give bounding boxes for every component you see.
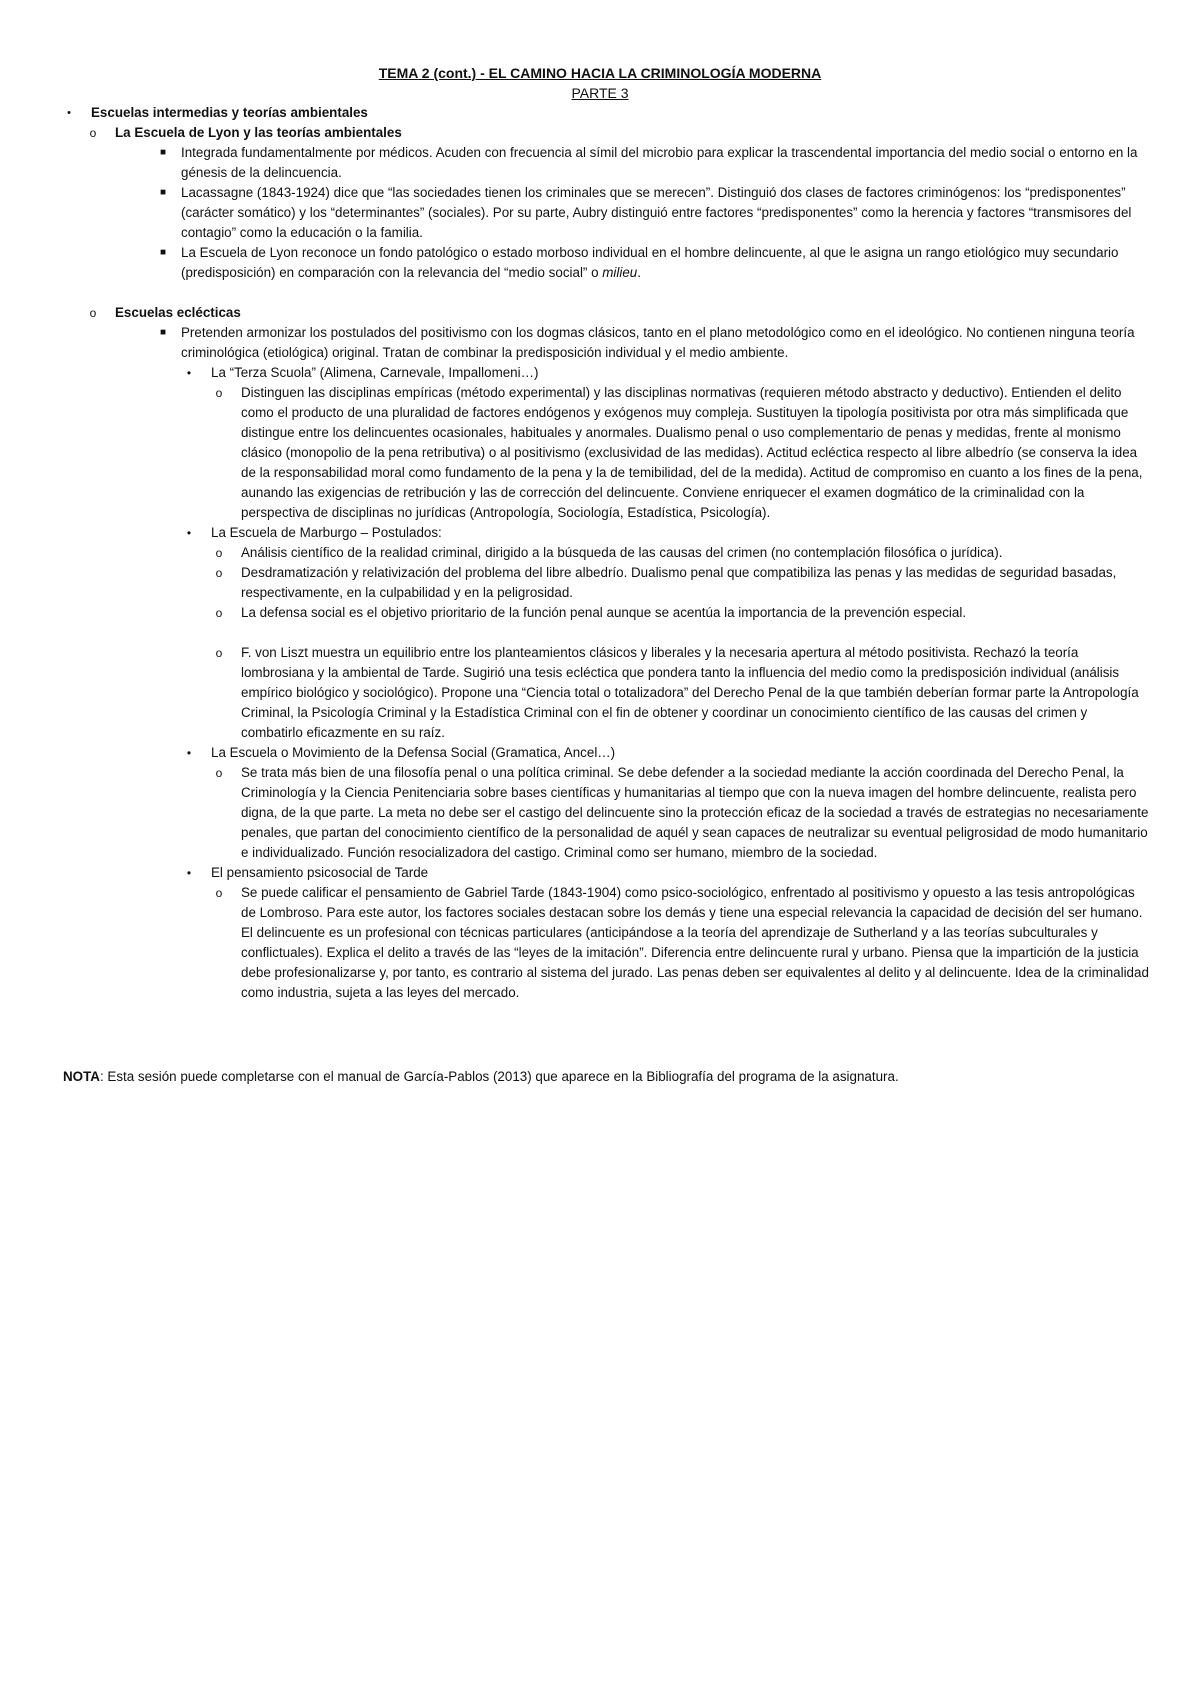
- document-body: [63, 103, 1150, 1003]
- list-item: [213, 543, 1150, 563]
- item-text: Lacassagne (1843-1924) dice que “las sociedades tienen los criminales que se merecen”. Distinguió dos clases de factores criminógenos: los “predisponentes” (carácter somático) y los “determinantes” (sociales). Por su parte, Aubry distinguió entre factores “predisponentes” como la herencia y factores “transmisores del contagio” como la educación o la familia.: [181, 185, 1132, 240]
- list-item: [213, 643, 1150, 743]
- list-item: [153, 183, 1150, 243]
- item-text: Pretenden armonizar los postulados del positivismo con los dogmas clásicos, tanto en el plano metodológico como en el ideológico. No contienen ninguna teoría criminológica (etiológica) original. Tratan de combinar la predisposición individual y el medio ambiente.: [181, 325, 1135, 360]
- list-item: [153, 323, 1150, 1003]
- bullet-square-icon: ■: [159, 327, 167, 338]
- item-text: F. von Liszt muestra un equilibrio entre los planteamientos clásicos y liberales y la necesaria apertura al método positivista. Rechazó la teoría lombrosiana y la ambiental de Tarde. Sugirió una tesis ecléctica que pondera tanto la influencia del medio como la predisposición individual (análisis empírico biológico y sociológico). Propone una “Ciencia total o totalizadora” del Derecho Penal de la que también deberían formar parte la Antropología Criminal, la Psicología Criminal y la Estadística Criminal con el fin de obtener y coordinar un conocimiento científico de las causas del crimen y combatirlo eficazmente en su raíz.: [241, 645, 1139, 740]
- bullet-dot-icon: •: [186, 866, 192, 880]
- subsection-lyon: [87, 123, 1150, 283]
- section-escuelas-intermedias: [63, 103, 1150, 1003]
- note-label: NOTA: [63, 1069, 100, 1084]
- subsection-title: Escuelas eclécticas: [115, 305, 241, 320]
- bullet-circle-icon: o: [89, 126, 97, 140]
- list-item: [213, 763, 1150, 863]
- list-item: [213, 383, 1150, 523]
- school-name: La Escuela de Marburgo – Postulados:: [211, 525, 442, 540]
- bullet-dot-icon: •: [186, 746, 192, 760]
- item-text: La Escuela de Lyon reconoce un fondo patológico o estado morboso individual en el hombre delincuente, al que le asigna un rango etiológico muy secundario (predisposición) en comparación con la relevancia del “medio social” o milieu.: [181, 245, 1119, 280]
- section-title: Escuelas intermedias y teorías ambientales: [91, 105, 368, 120]
- document-title: TEMA 2 (cont.) - EL CAMINO HACIA LA CRIMINOLOGÍA MODERNA: [378, 65, 822, 81]
- item-text: Se trata más bien de una filosofía penal o una política criminal. Se debe defender a la sociedad mediante la acción coordinada del Derecho Penal, la Criminología y la Ciencia Penitenciaria sobre bases científicas y humanitarias al tiempo que con la nueva imagen del hombre delincuente, realista pero digna, de la que parte. La meta no debe ser el castigo del delincuente sino la protección eficaz de la sociedad a través de estrategias no necesariamente penales, que partan del conocimiento científico de la personalidad de aquél y sean capaces de neutralizar su eventual peligrosidad de modo humanitario e individualizado. Función resocializadora del castigo. Criminal como ser humano, miembro de la sociedad.: [241, 765, 1149, 860]
- milieu-emphasis: milieu: [602, 265, 638, 280]
- item-text: Desdramatización y relativización del problema del libre albedrío. Dualismo penal que compatibiliza las penas y las medidas de seguridad basadas, respectivamente, en la culpabilidad y en la peligrosidad.: [241, 565, 1117, 600]
- bullet-square-icon: ■: [159, 247, 167, 258]
- item-text: Se puede calificar el pensamiento de Gabriel Tarde (1843-1904) como psico-sociológico, enfrentado al positivismo y opuesto a las tesis antropológicas de Lombroso. Para este autor, los factores sociales destacan sobre los demás y tiene una especial relevancia la capacidad de decisión del ser humano. El delincuente es un profesional con técnicas particulares (anticipándose a la teoría del aprendizaje de Sutherland y a las teorías subculturales y conflictuales). Explica el delito a través de las “leyes de la imitación”. Diferencia entre delincuente rural y urbano. Piensa que la impartición de la justicia debe profesionalizarse y, por tanto, es contrario al sistema del jurado. Las penas deben ser equivalentes al delito y al delincuente. Idea de la criminalidad como industria, sujeta a las leyes del mercado.: [241, 885, 1149, 1000]
- bullet-circle-icon: o: [215, 766, 223, 780]
- bullet-dot-icon: •: [186, 366, 192, 380]
- list-item: [153, 243, 1150, 283]
- bullet-circle-icon: o: [215, 646, 223, 660]
- bullet-circle-icon: o: [215, 566, 223, 580]
- bullet-circle-icon: o: [215, 546, 223, 560]
- list-item: [213, 563, 1150, 603]
- school-tarde: [181, 863, 1150, 1003]
- bullet-circle-icon: o: [215, 886, 223, 900]
- bullet-circle-icon: o: [89, 306, 97, 320]
- item-text: Integrada fundamentalmente por médicos. Acuden con frecuencia al símil del microbio para explicar la trascendental importancia del medio social o entorno en la génesis de la delincuencia.: [181, 145, 1138, 180]
- subsection-title: La Escuela de Lyon y las teorías ambientales: [115, 125, 402, 140]
- school-marburgo: [181, 523, 1150, 743]
- subsection-eclecticas: [87, 303, 1150, 1003]
- item-text: Distinguen las disciplinas empíricas (método experimental) y las disciplinas normativas (requieren método abstracto y deductivo). Entienden el delito como el producto de una pluralidad de factores endógenos y exógenos muy compleja. Sustituyen la tipología positivista por otra más simplificada que distingue entre los delincuentes ocasionales, habituales y anormales. Dualismo penal o uso complementario de penas y medidas, frente al monismo clásico (monopolio de la pena retributiva) o al positivismo (exclusividad de las medidas). Actitud ecléctica respecto al libre albedrío (se conserva la idea de la responsabilidad moral como fundamento de la pena y la de temibilidad, del de la medida). Actitud de compromiso en cuanto a los fines de la pena, aunando las exigencias de retribución y las de corrección del delincuente. Conviene enriquecer el examen dogmático de la criminalidad con la perspectiva de disciplinas no jurídicas (Antropología, Sociología, Estadística, Psicología).: [241, 385, 1143, 520]
- note-text: : Esta sesión puede completarse con el manual de García-Pablos (2013) que aparece en la Bibliografía del programa de la asignatura.: [99, 1069, 899, 1084]
- item-text: Análisis científico de la realidad criminal, dirigido a la búsqueda de las causas del crimen (no contemplación filosófica o jurídica).: [241, 545, 1003, 560]
- bullet-dot-icon: •: [186, 526, 192, 540]
- school-name: El pensamiento psicosocial de Tarde: [211, 865, 429, 880]
- school-name: La “Terza Scuola” (Alimena, Carnevale, Impallomeni…): [211, 365, 539, 380]
- spacer: [87, 283, 1150, 303]
- bullet-circle-icon: o: [215, 386, 223, 400]
- document-subtitle: PARTE 3: [571, 85, 629, 101]
- bullet-dot-icon: •: [67, 107, 71, 119]
- list-item: [213, 883, 1150, 1003]
- school-terza-scuola: [181, 363, 1150, 523]
- bullet-square-icon: ■: [159, 187, 167, 198]
- list-item: [153, 143, 1150, 183]
- spacer: [213, 623, 1150, 643]
- note-paragraph: [63, 1067, 1150, 1087]
- bullet-circle-icon: o: [215, 606, 223, 620]
- bullet-square-icon: ■: [159, 147, 167, 158]
- school-name: La Escuela o Movimiento de la Defensa Social (Gramatica, Ancel…): [211, 745, 616, 760]
- school-defensa-social: [181, 743, 1150, 863]
- item-text: La defensa social es el objetivo prioritario de la función penal aunque se acentúa la importancia de la prevención especial.: [241, 605, 967, 620]
- list-item: [213, 603, 1150, 623]
